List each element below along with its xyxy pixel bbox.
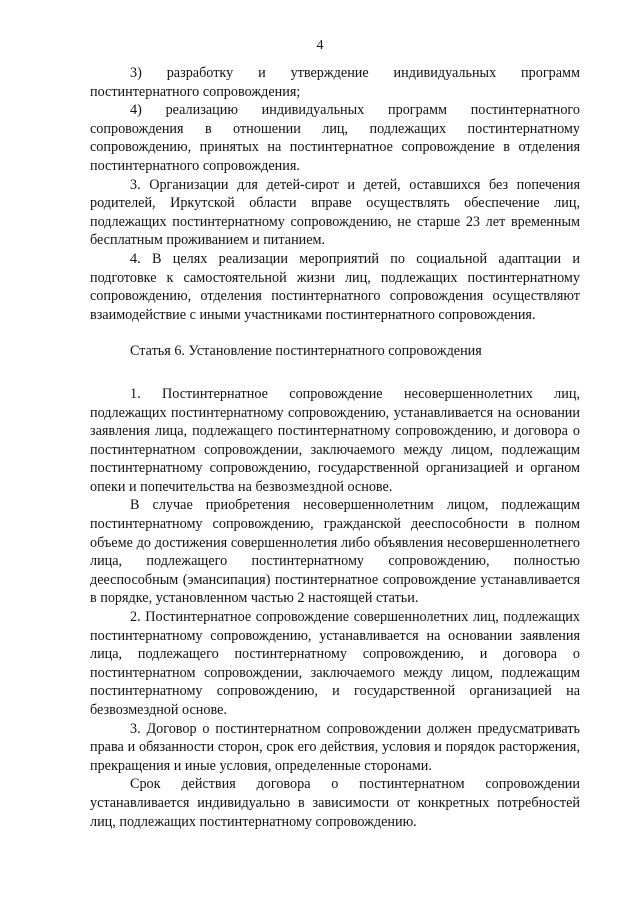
paragraph-contract-duration: Срок действия договора о постинтернатном сопровождении устанавливается индивидуально в зависимости от конкретных потребностей лиц, подлежащих постинтернатному сопровождению. [90,776,580,830]
paragraph-contract-terms: 3. Договор о постинтернатном сопровождении должен предусматривать права и обязанности сторон, срок его действия, условия и порядок расторжения, прекращения и иные условия, определенные сторонами. [90,720,580,774]
paragraph-housing-provision: 3. Организации для детей-сирот и детей, оставшихся без попечения родителей, Иркутской области вправе осуществлять обеспечение лиц, подлежащих постинтернатному сопровождению, не старше 23 лет временным бесплатным проживанием и питанием. [90,176,580,249]
article-title: Статья 6. Установление постинтернатного сопровождения [130,343,482,360]
paragraph-emancipation: В случае приобретения несовершеннолетним лицом, подлежащим постинтернатному сопровождению, гражданской дееспособности в полном объеме до достижения совершеннолетия либо объявления несовершеннолетнего лица, подлежащего постинтернатному сопровождению, полностью дееспособным (эмансипация) постинтернатное сопровождение устанавливается в порядке, установленном частью 2 настоящей статьи. [90,497,580,607]
paragraph-adults-support: 2. Постинтернатное сопровождение совершеннолетних лиц, подлежащих постинтернатному сопровождению, устанавливается на основании заявления лица, подлежащего постинтернатному сопровождению, и договора о постинтернатном сопровождении, заключаемого между лицом, подлежащим постинтернатному сопровождению, и государственной организацией на безвозмездной основе. [90,609,580,718]
page-number: 4 [316,38,324,53]
paragraph-minors-support: 1. Постинтернатное сопровождение несовершеннолетних лиц, подлежащих постинтернатному сопровождению, устанавливается на основании заявления лица, подлежащего постинтернатному сопровождению, и договора о постинтернатном сопровождении, заключаемого между лицом, подлежащим постинтернатному сопровождению, государственной организацией и органом опеки и попечительства на безвозмездной основе. [90,385,580,495]
paragraph-programs-development: 3) разработку и утверждение индивидуальных программ постинтернатного сопровождения; [90,65,580,100]
paragraph-interaction: 4. В целях реализации мероприятий по социальной адаптации и подготовке к самостоятельной жизни лиц, подлежащих постинтернатному сопровождению, отделения постинтернатного сопровождения осуществляют взаимодействие с иными участниками постинтернатного сопровождения. [90,250,580,323]
document-body [90,64,580,831]
paragraph-programs-implementation: 4) реализацию индивидуальных программ постинтернатного сопровождения в отношении лиц, подлежащих постинтернатному сопровождению, принятых на постинтернатное сопровождение в отделения постинтернатного сопровождения. [90,102,580,174]
